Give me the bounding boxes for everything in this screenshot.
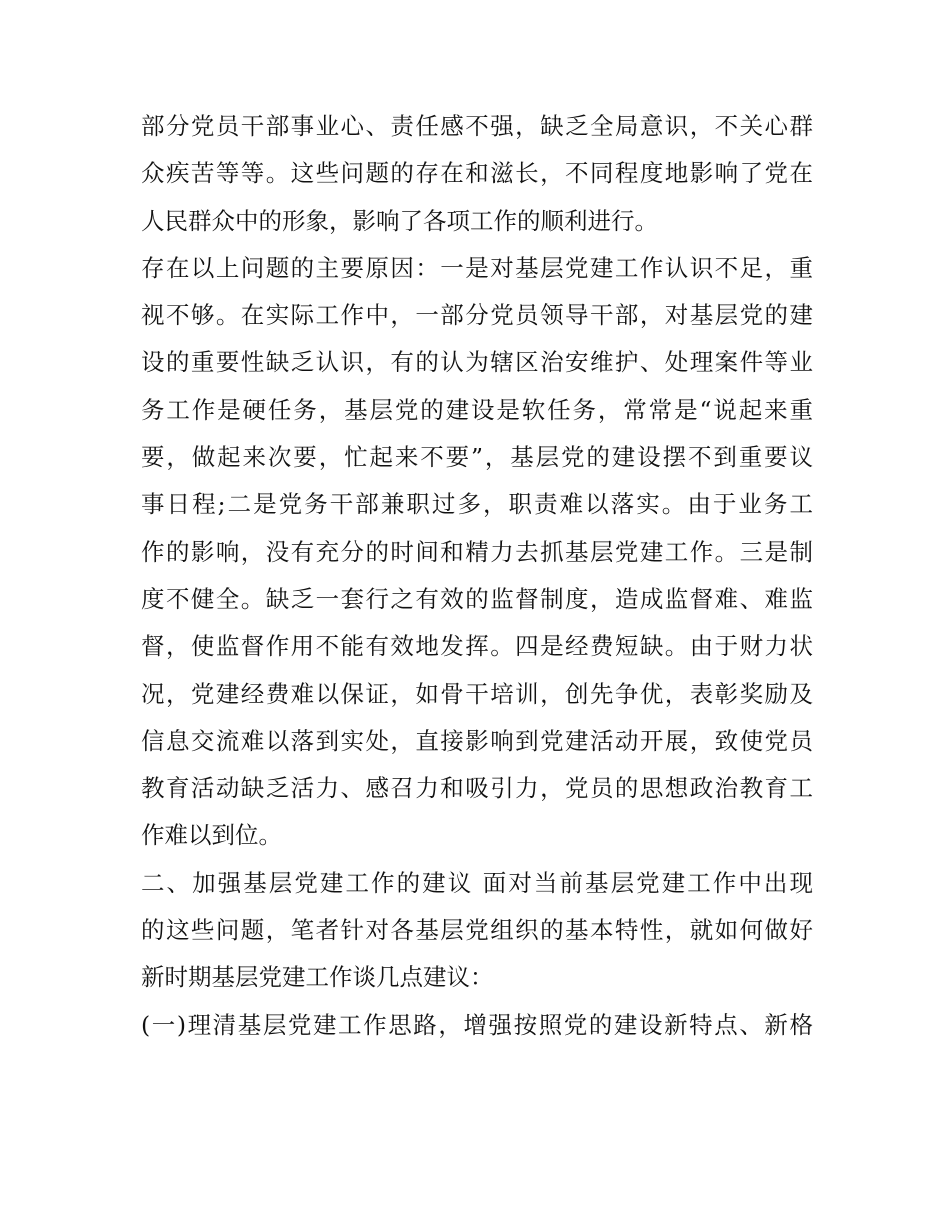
- text-line: 度不健全。缺乏一套行之有效的监督制度，造成监督难、难监: [141, 584, 813, 613]
- text-line: 要，做起来次要，忙起来不要”，基层党的建设摆不到重要议: [141, 443, 813, 472]
- text-line: 作的影响，没有充分的时间和精力去抓基层党建工作。三是制: [141, 537, 813, 566]
- text-line: 信息交流难以落到实处，直接影响到党建活动开展，致使党员: [141, 726, 813, 755]
- text-line: 存在以上问题的主要原因：一是对基层党建工作认识不足，重: [141, 253, 813, 282]
- text-line: (一)理清基层党建工作思路，增强按照党的建设新特点、新格: [141, 1010, 813, 1039]
- text-line: 督，使监督作用不能有效地发挥。四是经费短缺。由于财力状: [141, 632, 813, 661]
- text-line: 新时期基层党建工作谈几点建议：: [141, 963, 494, 992]
- text-line: 设的重要性缺乏认识，有的认为辖区治安维护、处理案件等业: [141, 348, 813, 377]
- text-line: 视不够。在实际工作中，一部分党员领导干部，对基层党的建: [141, 301, 813, 330]
- text-line: 事日程;二是党务干部兼职过多，职责难以落实。由于业务工: [141, 490, 813, 519]
- text-line: 二、加强基层党建工作的建议 面对当前基层党建工作中出现: [141, 868, 813, 897]
- text-line: 众疾苦等等。这些问题的存在和滋长，不同程度地影响了党在: [141, 159, 813, 188]
- body-text: [141, 103, 813, 1049]
- text-line: 教育活动缺乏活力、感召力和吸引力，党员的思想政治教育工: [141, 774, 813, 803]
- text-line: 人民群众中的形象，影响了各项工作的顺利进行。: [141, 206, 658, 235]
- text-line: 作难以到位。: [141, 821, 282, 850]
- text-line: 况，党建经费难以保证，如骨干培训，创先争优，表彰奖励及: [141, 679, 813, 708]
- text-line: 部分党员干部事业心、责任感不强，缺乏全局意识，不关心群: [141, 112, 813, 140]
- text-line: 的这些问题，笔者针对各基层党组织的基本特性，就如何做好: [141, 916, 813, 945]
- text-line: 务工作是硬任务，基层党的建设是软任务，常常是“说起来重: [141, 395, 813, 424]
